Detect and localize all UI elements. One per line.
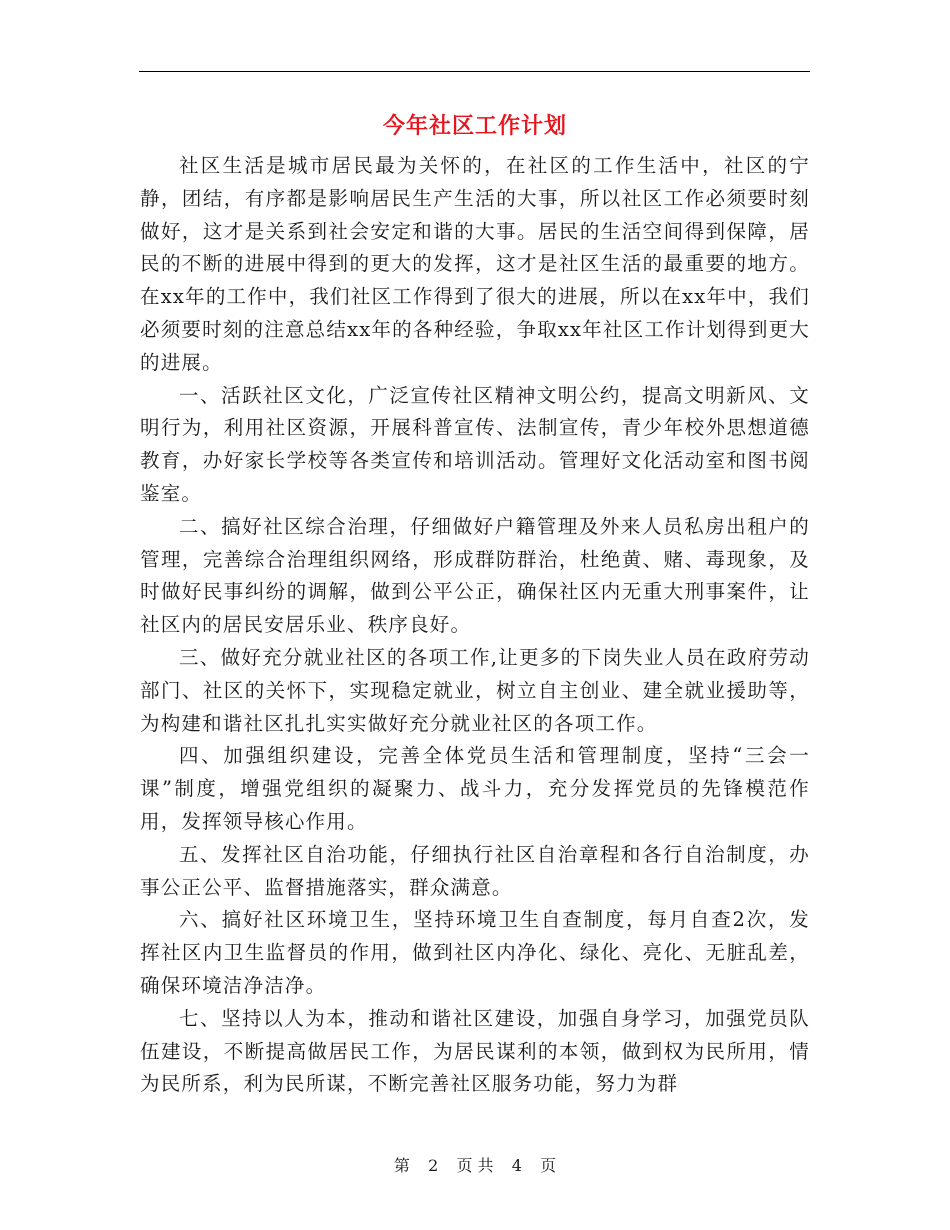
paragraph-item-6: 六、搞好社区环境卫生，坚持环境卫生自查制度，每月自查2次，发挥社区内卫生监督员的作用，做到社区内净化、绿化、亮化、无脏乱差，确保环境洁净洁净。 (140, 908, 810, 997)
footer-prefix: 第 (393, 1156, 410, 1175)
footer-page-number: 2 (428, 1156, 439, 1175)
paragraph-item-4: 四、加强组织建设，完善全体党员生活和管理制度，坚持“三会一课”制度，增强党组织的凝聚力、战斗力，充分发挥党员的先锋模范作用，发挥领导核心作用。 (140, 744, 810, 833)
document-body (140, 150, 810, 1101)
paragraph-item-1: 一、活跃社区文化，广泛宣传社区精神文明公约，提高文明新风、文明行为，利用社区资源，开展科普宣传、法制宣传，青少年校外思想道德教育，办好家长学校等各类宣传和培训活动。管理好文化活动室和图书阅鉴室。 (140, 383, 810, 505)
document-title: 今年社区工作计划 (382, 113, 567, 139)
footer-total-pages: 4 (511, 1156, 522, 1175)
paragraph-item-2: 二、搞好社区综合治理，仔细做好户籍管理及外来人员私房出租户的管理，完善综合治理组织网络，形成群防群治，杜绝黄、赌、毒现象，及时做好民事纠纷的调解，做到公平公正，确保社区内无重大刑事案件，让社区内的居民安居乐业、秩序良好。 (140, 514, 810, 637)
paragraph-item-5: 五、发挥社区自治功能，仔细执行社区自治章程和各行自治制度，办事公正公平、监督措施落实，群众满意。 (140, 842, 810, 899)
page-footer (0, 1153, 950, 1176)
header-rule (139, 71, 810, 72)
footer-suffix: 页 (540, 1156, 557, 1175)
paragraph-intro: 社区生活是城市居民最为关怀的，在社区的工作生活中，社区的宁静，团结，有序都是影响居民生产生活的大事，所以社区工作必须要时刻做好，这才是关系到社会安定和谐的大事。居民的生活空间得到保障，居民的不断的进展中得到的更大的发挥，这才是社区生活的最重要的地方。在xx年的工作中，我们社区工作得到了很大的进展，所以在xx年中，我们必须要时刻的注意总结xx年的各种经验，争取xx年社区工作计划得到更大的进展。 (140, 154, 810, 374)
paragraph-item-3: 三、做好充分就业社区的各项工作,让更多的下岗失业人员在政府劳动部门、社区的关怀下，实现稳定就业，树立自主创业、建全就业援助等，为构建和谐社区扎扎实实做好充分就业社区的各项工作。 (140, 645, 810, 735)
paragraph-item-7: 七、坚持以人为本，推动和谐社区建设，加强自身学习，加强党员队伍建设，不断提高做居民工作，为居民谋利的本领，做到权为民所用，情为民所系，利为民所谋，不断完善社区服务功能，努力为群 (140, 1006, 810, 1096)
footer-middle: 页 共 (456, 1156, 494, 1175)
